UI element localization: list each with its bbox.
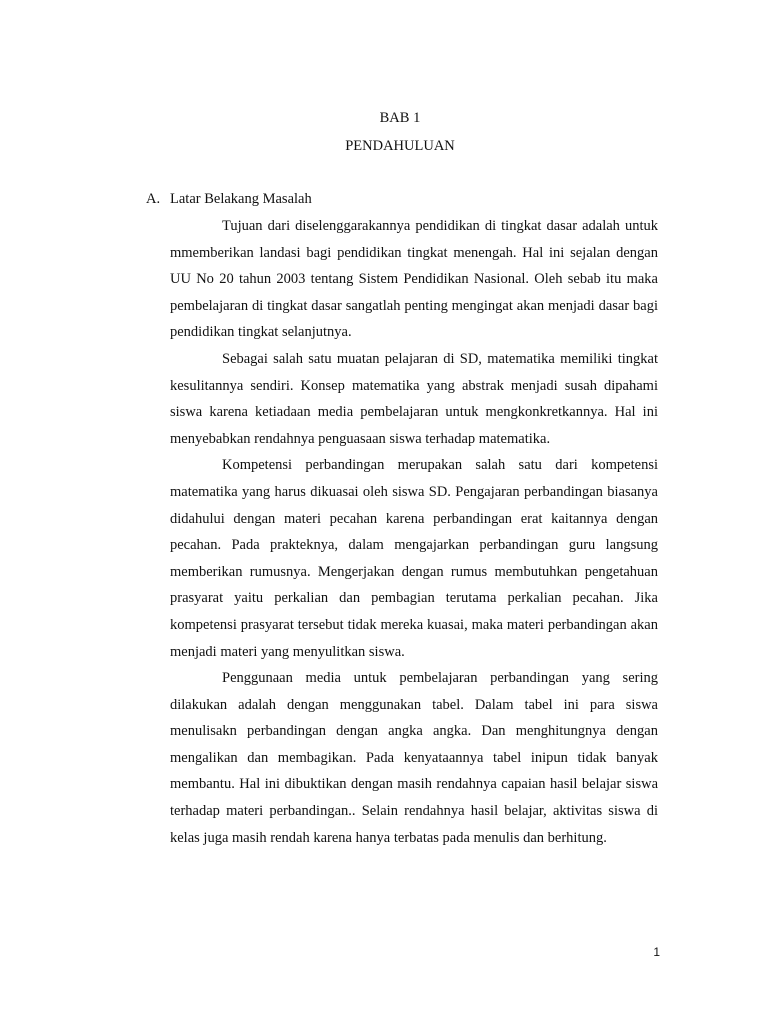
paragraph: Penggunaan media untuk pembelajaran perbandingan yang sering dilakukan adalah dengan menggunakan tabel. Dalam tabel ini para siswa menulisakn perbandingan dengan angka angka. Dan menghitungnya dengan mengalikan dan membagikan. Pada kenyataannya tabel inipun tidak banyak membantu. Hal ini dibuktikan dengan masih rendahnya capaian hasil belajar siswa terhadap materi perbandingan.. Selain rendahnya hasil belajar, aktivitas siswa di kelas juga masih rendah karena hanya terbatas pada menulis dan berhitung.	[170, 670, 658, 846]
paragraph: Kompetensi perbandingan merupakan salah satu dari kompetensi matematika yang harus dikuasai oleh siswa SD. Pengajaran perbandingan biasanya didahului dengan materi pecahan karena perbandingan erat kaitannya dengan pecahan. Pada prakteknya, dalam mengajarkan perbandingan guru langsung memberikan rumusnya. Mengerjakan dengan rumus membutuhkan pengetahuan prasyarat yaitu perkalian dan pembagian terutama perkalian pecahan. Jika kompetensi prasyarat tersebut tidak mereka kuasai, maka materi perbandingan akan menjadi materi yang menyulitkan siswa.	[170, 457, 658, 660]
section-marker: A.	[146, 191, 161, 207]
section-heading	[146, 189, 312, 209]
chapter-title: PENDAHULUAN	[345, 138, 455, 154]
paragraph: Tujuan dari diselenggarakannya pendidikan di tingkat dasar adalah untuk mmemberikan landasi bagi pendidikan tingkat menengah. Hal ini sejalan dengan UU No 20 tahun 2003 tentang Sistem Pendidikan Nasional. Oleh sebab itu maka pembelajaran di tingkat dasar sangatlah penting mengingat akan menjadi dasar bagi pendidikan tingkat selanjutnya.	[170, 218, 658, 341]
body-text	[170, 213, 658, 851]
page-number: 1	[653, 945, 660, 959]
chapter-number: BAB 1	[379, 110, 421, 126]
section-title: Latar Belakang Masalah	[170, 191, 312, 207]
paragraph: Sebagai salah satu muatan pelajaran di SD, matematika memiliki tingkat kesulitannya sendiri. Konsep matematika yang abstrak menjadi susah dipahami siswa karena ketiadaan media pembelajaran untuk mengkonkretkannya. Hal ini menyebabkan rendahnya penguasaan siswa terhadap matematika.	[170, 350, 658, 447]
